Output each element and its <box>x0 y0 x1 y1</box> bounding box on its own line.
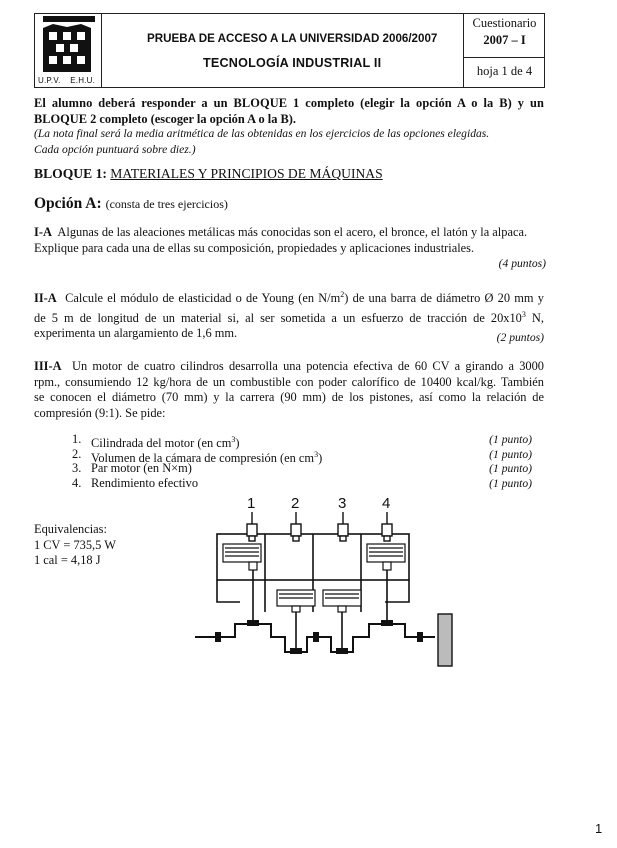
exercise-3-items <box>72 432 532 490</box>
exercise-1-line-2: Explique para cada una de ellas su composición, propiedades y aplicaciones industriales. <box>34 240 475 255</box>
exercise-2 <box>34 287 544 345</box>
item-points: (1 punto) <box>489 462 532 475</box>
exercise-2-sup-1: 2 <box>340 290 345 299</box>
university-logo-cell <box>35 14 102 87</box>
item-number: 3. <box>72 461 82 475</box>
crankcase-right <box>385 580 409 602</box>
piston-2 <box>277 590 315 652</box>
exercise-1-points: (4 puntos) <box>498 257 546 271</box>
cylinder-label-2: 2 <box>291 495 300 512</box>
questionnaire-head <box>464 14 545 58</box>
exercise-1-id: I-A <box>34 225 52 239</box>
piston-4 <box>367 544 405 622</box>
item-sup: 3 <box>314 449 319 459</box>
exercise-2-points: (2 puntos) <box>496 331 544 345</box>
subject-title: TECNOLOGÍA INDUSTRIAL II <box>203 56 382 70</box>
exam-header <box>34 13 545 88</box>
option-title: Opción A: <box>34 195 102 212</box>
piston-1 <box>223 544 261 622</box>
questionnaire-label: Cuestionario <box>472 16 537 30</box>
exercise-3-line-2: rpm., consumiendo 12 kg/hora de un combustible con poder calorífico de 10400 kcal/kg. También <box>34 374 544 389</box>
grading-note-line-2: Cada opción puntuará sobre diez.) <box>34 142 196 156</box>
page-number: 1 <box>595 821 603 836</box>
exercise-2-line-2a: de 5 m de longitud de un material si, al ser sometida a un esfuerzo de tracción de 20x10 <box>34 310 522 325</box>
exercise-3-id: III-A <box>34 359 62 373</box>
list-item <box>72 446 532 465</box>
questionnaire-cell <box>463 14 545 87</box>
grading-note-line-1: (La nota final será la media aritmética de las obtenidas en los ejercicios de las opciones elegidas. <box>34 127 490 140</box>
option-subtitle: (consta de tres ejercicios) <box>105 197 228 211</box>
questionnaire-id: 2007 – I <box>483 33 526 47</box>
flywheel <box>438 614 452 666</box>
item-points: (1 punto) <box>489 447 532 461</box>
item-points: (1 punto) <box>489 476 532 490</box>
block-heading <box>34 166 383 182</box>
spark-plug-3 <box>338 512 348 541</box>
piston-3 <box>323 590 361 652</box>
exercise-2-line-2b: N, <box>525 310 544 325</box>
item-text: Par motor (en N×m) <box>91 461 192 475</box>
equivalence-cal: 1 cal = 4,18 J <box>34 553 101 568</box>
exercise-3 <box>34 359 544 421</box>
exercise-3-line-1: Un motor de cuatro cilindros desarrolla una potencia efectiva de 60 CV a girando a 3000 <box>72 359 544 373</box>
exercise-2-sup-2: 3 <box>521 309 526 319</box>
exercise-2-line-3: experimenta un alargamiento de 1,6 mm. <box>34 326 238 341</box>
block-label: BLOQUE 1: <box>34 166 107 181</box>
upv-ehu-logo-icon <box>43 24 93 74</box>
item-after: ) <box>318 450 323 465</box>
exercise-2-line-1a: Calcule el módulo de elasticidad o de Young (en N/m <box>65 291 341 306</box>
exercise-1-line-1: Algunas de las aleaciones metálicas más conocidas son el acero, el bronce, el latón y la alpaca. <box>57 225 528 239</box>
item-number: 1. <box>72 432 82 446</box>
crankcase-left <box>217 580 240 602</box>
equivalence-cv: 1 CV = 735,5 W <box>34 537 116 552</box>
exercise-2-line-1b: ) de una barra de diámetro Ø 20 mm y <box>344 291 544 306</box>
item-points: (1 punto) <box>489 433 532 446</box>
spark-plugs <box>247 512 392 541</box>
exercise-3-line-4: compresión (9:1). Se pide: <box>34 405 166 420</box>
cylinder-label-3: 3 <box>338 495 347 512</box>
spark-plug-4 <box>382 512 392 541</box>
item-text: Rendimiento efectivo <box>91 475 199 490</box>
item-text: Cilindrada del motor (en cm <box>91 436 232 451</box>
item-number: 4. <box>72 475 82 490</box>
item-sup: 3 <box>231 435 236 444</box>
equivalences <box>34 522 116 569</box>
sheet-number: hoja 1 de 4 <box>476 64 533 78</box>
logo-banner <box>43 16 95 22</box>
block-title: MATERIALES Y PRINCIPIOS DE MÁQUINAS <box>110 166 383 181</box>
spark-plug-1 <box>247 512 257 541</box>
item-number: 2. <box>72 446 82 461</box>
option-heading <box>34 195 228 213</box>
exercise-1 <box>34 225 546 272</box>
item-text: Volumen de la cámara de compresión (en cm <box>91 450 315 465</box>
instruction-line-2: BLOQUE 2 completo (escoger la opción A o la B). <box>34 111 297 126</box>
exam-title: PRUEBA DE ACCESO A LA UNIVERSIDAD 2006/2007 <box>147 32 438 45</box>
exercise-2-id: II-A <box>34 291 57 306</box>
equivalences-title: Equivalencias: <box>34 522 107 536</box>
cylinder-label-1: 1 <box>247 495 256 512</box>
spark-plug-2 <box>291 512 301 541</box>
university-short-name: U.P.V. E.H.U. <box>38 76 96 85</box>
engine-diagram <box>195 492 465 684</box>
instruction-line-1: El alumno deberá responder a un BLOQUE 1 completo (elegir la opción A o la B) y un <box>34 96 544 110</box>
list-item <box>72 461 532 476</box>
item-after: ) <box>235 436 240 451</box>
list-item <box>72 476 532 491</box>
crank-journals <box>215 620 423 654</box>
grading-note <box>34 126 544 157</box>
list-item <box>72 432 532 451</box>
instructions <box>34 96 544 127</box>
cylinder-label-4: 4 <box>382 495 391 512</box>
exercise-3-line-3: se conocen el diámetro (70 mm) y la carrera (90 mm) de los pistones, así como la relación de <box>34 390 544 405</box>
